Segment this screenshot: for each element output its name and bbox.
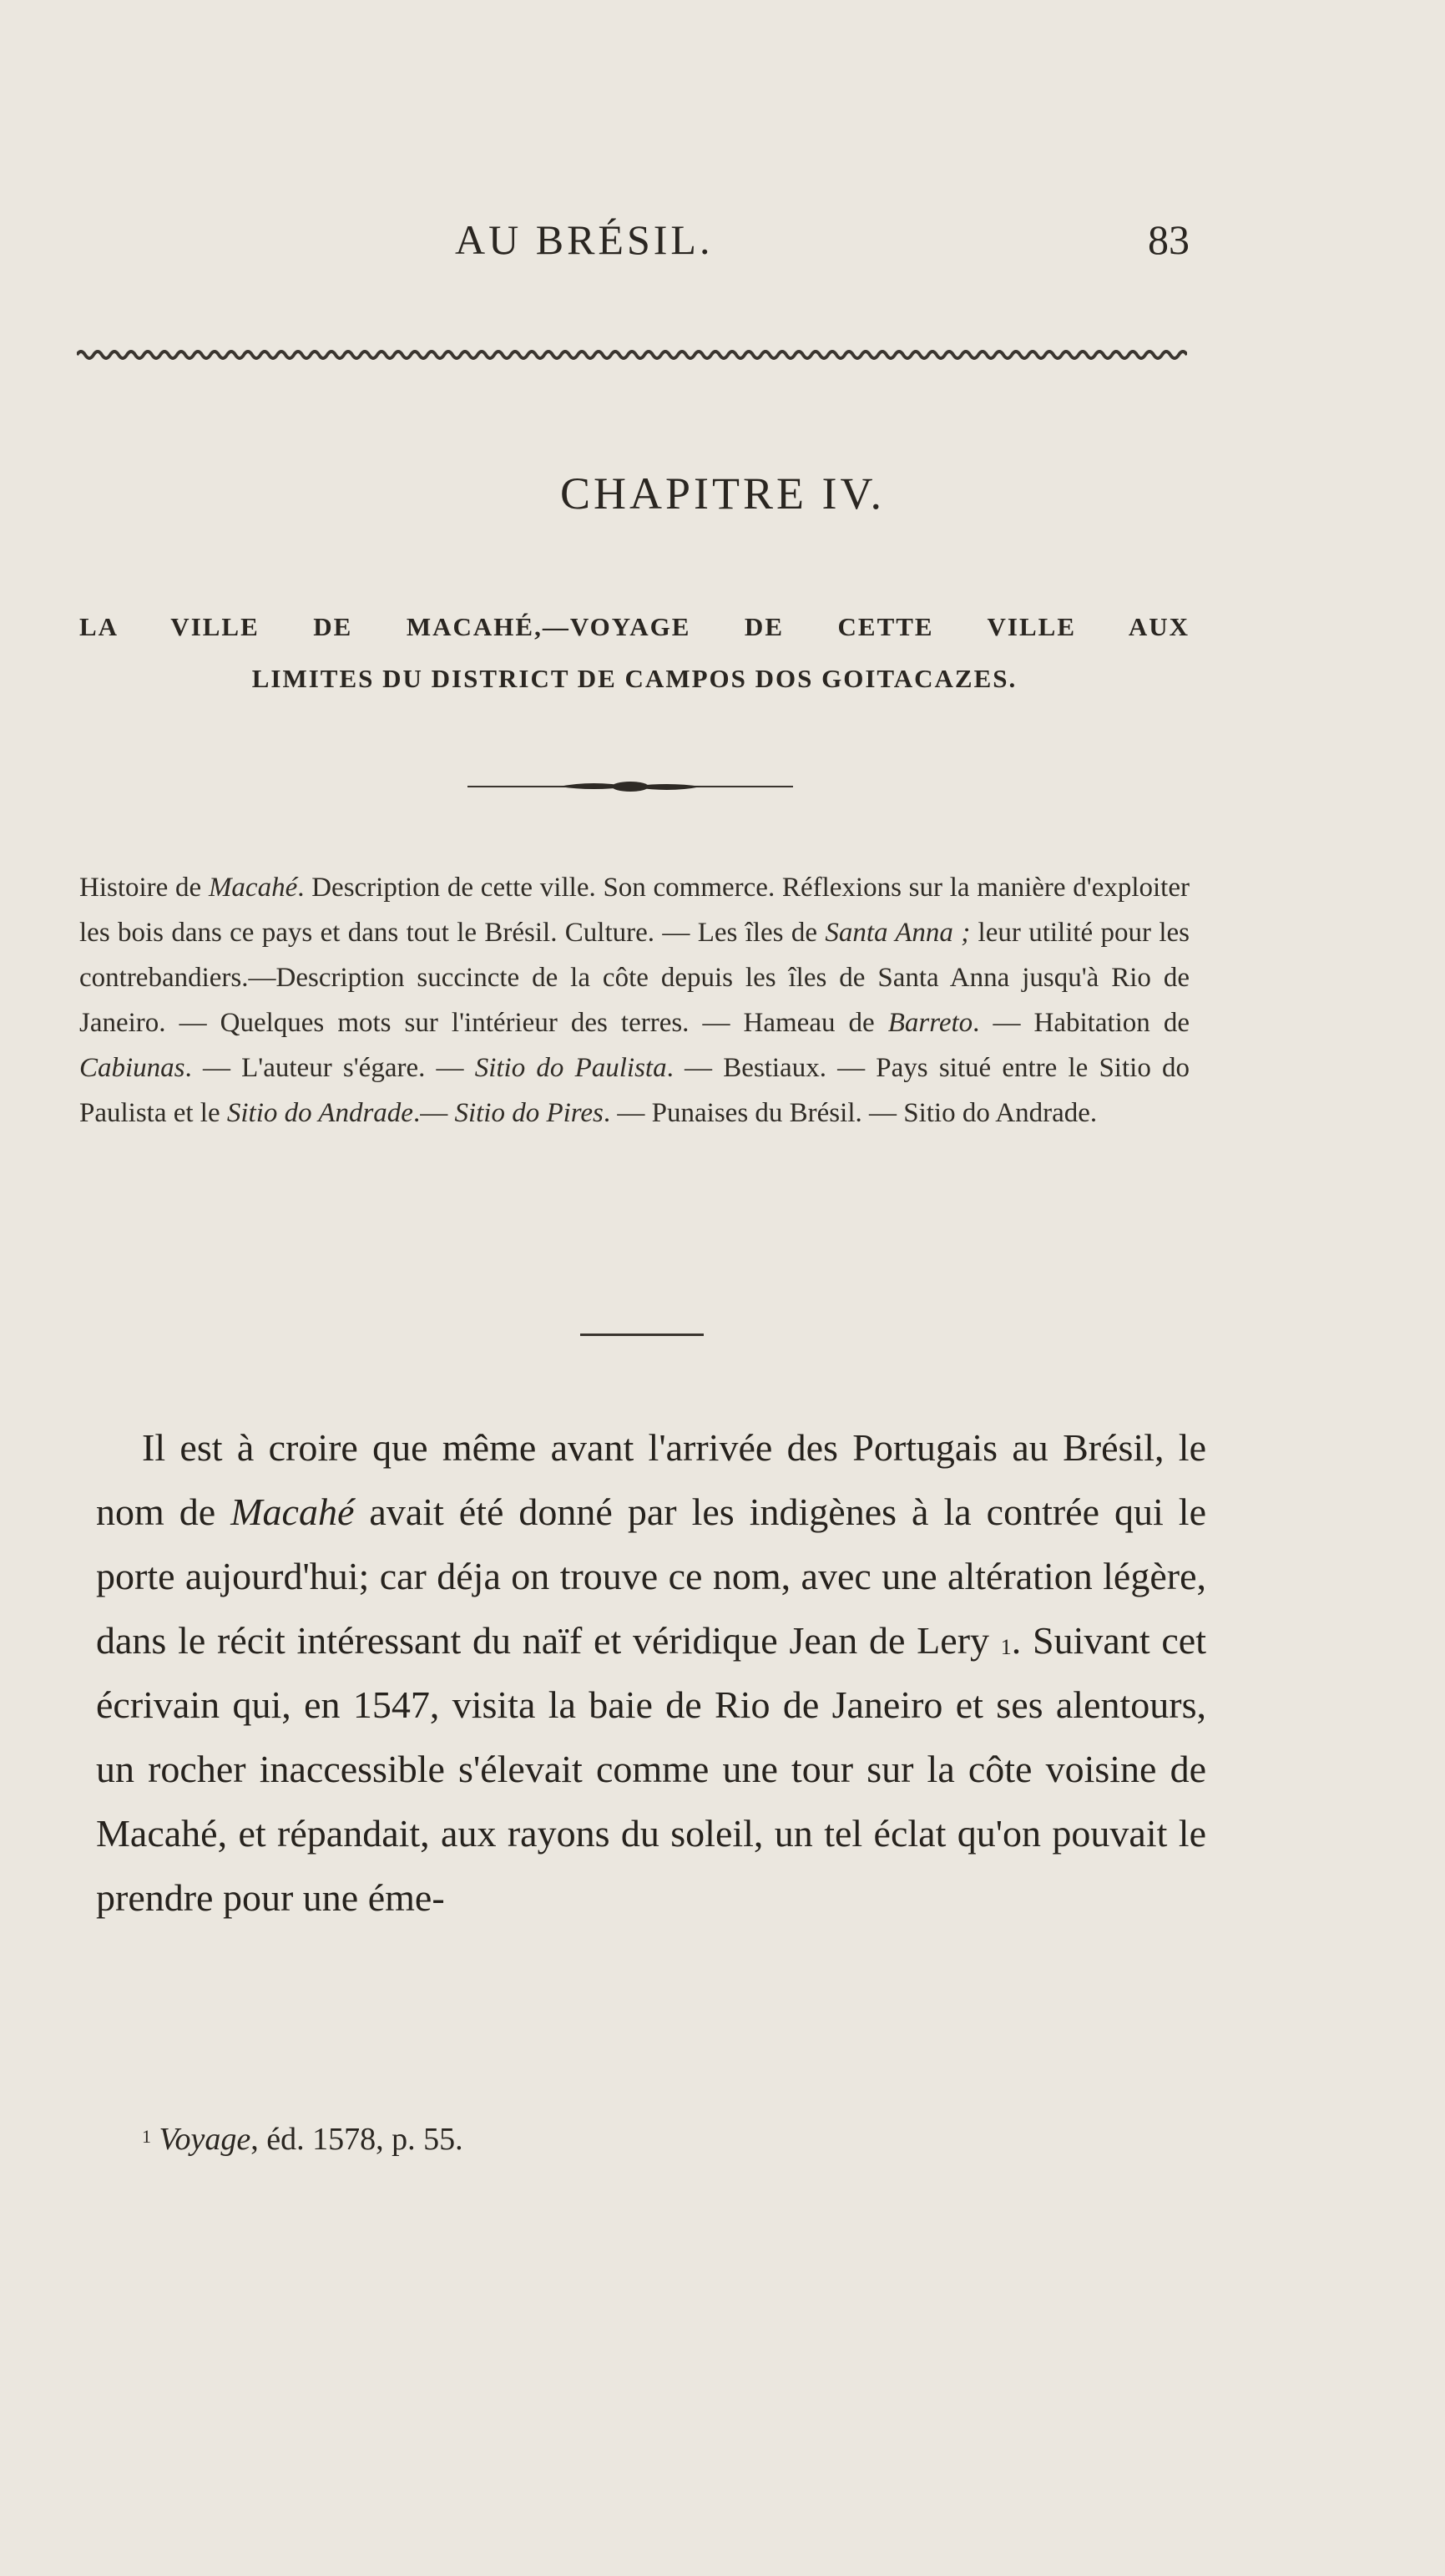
- chapter-summary: [79, 865, 1190, 1136]
- summary-text: . — L'auteur s'égare. —: [184, 1053, 475, 1083]
- decorative-border: [77, 346, 1187, 364]
- chapter-heading: CHAPITRE IV.: [559, 468, 886, 519]
- fleuron-divider: [467, 778, 793, 795]
- chapter-title: [79, 601, 1190, 705]
- chapter-title-line-1: LA VILLE DE MACAHÉ,—VOYAGE DE CETTE VILLE AUX: [79, 612, 1190, 641]
- summary-italic: Macahé: [208, 873, 298, 903]
- body-text: avait été donné par les indigènes à la contrée qui le porte aujourd'hui; car déja on trouve ce nom, avec une altération légère, dans le récit intéressant du naïf et véridique Jean de Lery: [96, 1490, 1207, 1662]
- summary-italic: Barreto: [887, 1008, 973, 1038]
- summary-text: . — Habitation de: [973, 1008, 1190, 1038]
- body-text: . Suivant cet écrivain qui, en 1547, visita la baie de Rio de Janeiro et ses alentours, un rocher inaccessible s'élevait comme une tour sur la côte voisine de Macahé, et répandait, aux rayons du soleil, un tel éclat qu'on pouvait le prendre pour une éme-: [96, 1619, 1206, 1919]
- summary-text: leur utilité pour les contrebandiers.—Description succincte de la côte depuis les îles de Santa Anna jusqu'à Rio de Janeiro. — Quelques mots sur l'intérieur des terres. — Hameau de: [79, 918, 1190, 1038]
- page-number: 83: [1148, 216, 1190, 263]
- footnote: [142, 2121, 893, 2158]
- running-head: [455, 215, 1190, 274]
- summary-italic: Sitio do Paulista: [474, 1053, 667, 1083]
- footnote-marker: 1: [142, 2126, 151, 2147]
- summary-italic: Sitio do Andrade: [226, 1098, 413, 1128]
- summary-text: . Description de cette ville. Son commerce. Réflexions sur la manière d'exploiter les bois dans ce pays et dans tout le Brésil. Culture. — Les îles de: [79, 873, 1190, 948]
- footnote-italic: Voyage: [159, 2122, 251, 2157]
- body-italic: Macahé: [230, 1490, 355, 1533]
- summary-text: Histoire de: [79, 873, 209, 903]
- chapter-title-line-2: LIMITES DU DISTRICT DE CAMPOS DOS GOITACAZES.: [251, 664, 1018, 693]
- running-head-title: AU BRÉSIL.: [455, 216, 714, 263]
- summary-text: . — Bestiaux. — Pays situé entre le Sitio do Paulista et le: [79, 1053, 1190, 1128]
- body-text: Il est à croire que même avant l'arrivée des Portugais au Brésil, le nom de: [96, 1426, 1206, 1533]
- summary-italic: Cabiunas: [79, 1053, 185, 1083]
- summary-italic: Sitio do Pires: [454, 1098, 604, 1128]
- summary-text: .—: [412, 1098, 455, 1128]
- footnote-text: , éd. 1578, p. 55.: [250, 2122, 463, 2157]
- section-rule: [580, 1334, 704, 1336]
- summary-italic: Santa Anna ;: [825, 918, 971, 948]
- summary-text: . — Punaises du Brésil. — Sitio do Andrade.: [603, 1098, 1098, 1128]
- footnote-ref: 1: [1000, 1635, 1012, 1659]
- body-paragraph: [96, 1415, 1206, 1930]
